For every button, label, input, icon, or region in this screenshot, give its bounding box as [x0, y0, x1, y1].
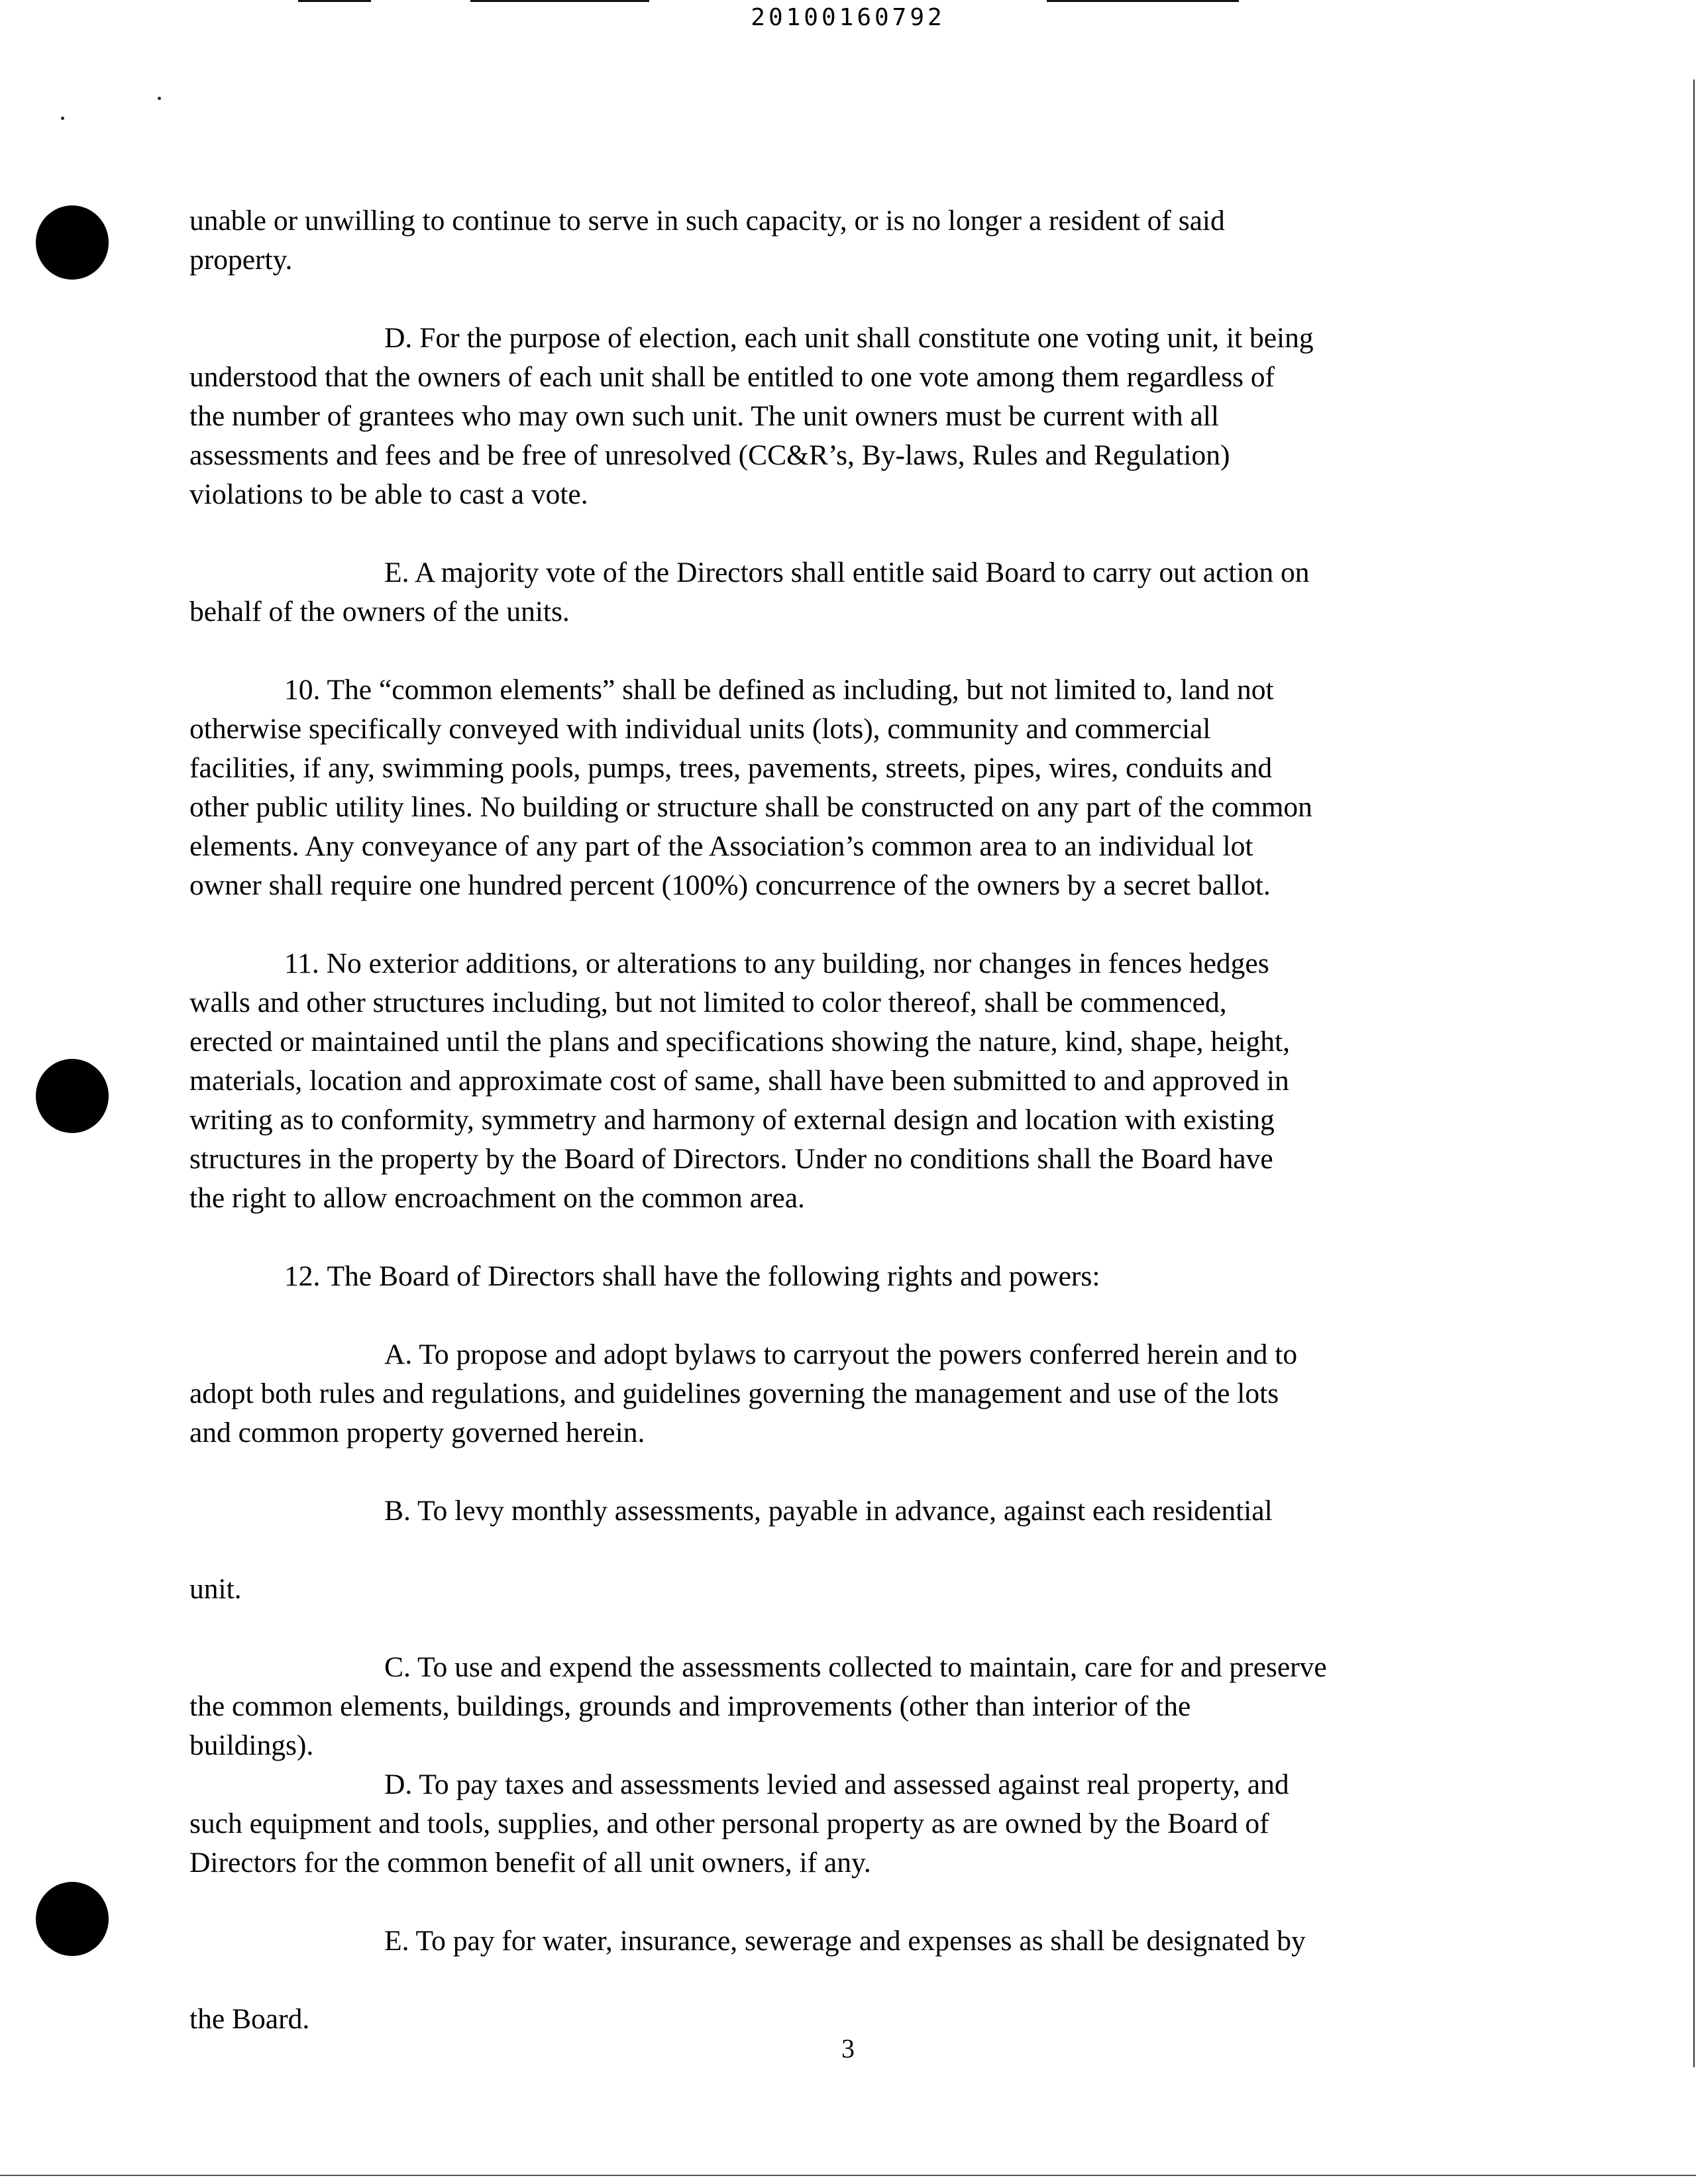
text-line: erected or maintained until the plans and specifications showing the nature, kind, shape, height,	[189, 1026, 1290, 1058]
text-line: understood that the owners of each unit shall be entitled to one vote among them regardless of	[189, 361, 1275, 393]
scan-line-top-right	[1047, 0, 1239, 2]
text-line: buildings).	[189, 1729, 314, 1761]
text-line: 11. No exterior additions, or alterations to any building, nor changes in fences hedges	[284, 948, 1269, 979]
text-line: 12. The Board of Directors shall have the following rights and powers:	[284, 1260, 1100, 1292]
text-line: D. For the purpose of election, each unit shall constitute one voting unit, it being	[384, 322, 1314, 354]
text-line: C. To use and expend the assessments collected to maintain, care for and preserve	[384, 1651, 1327, 1683]
text-line: walls and other structures including, but not limited to color thereof, shall be commenced,	[189, 987, 1227, 1018]
scan-line-bottom	[0, 2175, 1696, 2176]
text-line: behalf of the owners of the units.	[189, 596, 570, 628]
text-line: D. To pay taxes and assessments levied and assessed against real property, and	[384, 1769, 1289, 1800]
text-line: property.	[189, 244, 293, 276]
text-line: the right to allow encroachment on the common area.	[189, 1182, 805, 1214]
scan-speck	[61, 117, 64, 120]
text-line: other public utility lines. No building or structure shall be constructed on any part of the common	[189, 791, 1312, 823]
text-line: owner shall require one hundred percent (100%) concurrence of the owners by a secret ballot.	[189, 869, 1271, 901]
paragraph-gap	[189, 631, 1514, 671]
text-line: otherwise specifically conveyed with individual units (lots), community and commercial	[189, 713, 1211, 745]
paragraph-gap	[189, 1218, 1514, 1257]
text-line: violations to be able to cast a vote.	[189, 478, 588, 510]
text-line: materials, location and approximate cost of same, shall have been submitted to and approved in	[189, 1065, 1289, 1097]
text-line: B. To levy monthly assessments, payable in advance, against each residential	[384, 1495, 1273, 1527]
page-number: 3	[841, 2034, 855, 2063]
scan-line-top-center	[470, 0, 649, 2]
paragraph-gap	[189, 1609, 1514, 1648]
text-line: and common property governed herein.	[189, 1417, 645, 1448]
text-line: the number of grantees who may own such unit. The unit owners must be current with all	[189, 400, 1219, 432]
paragraph-gap	[189, 905, 1514, 944]
text-line: E. To pay for water, insurance, sewerage and expenses as shall be designated by	[384, 1925, 1306, 1957]
text-line: the common elements, buildings, grounds and improvements (other than interior of the	[189, 1690, 1191, 1722]
document-number: 20100160792	[751, 4, 945, 31]
paragraph-gap	[189, 280, 1514, 319]
scan-speck	[158, 97, 161, 100]
text-line: writing as to conformity, symmetry and harmony of external design and location with existing	[189, 1104, 1275, 1136]
text-line: A. To propose and adopt bylaws to carryout the powers conferred herein and to	[384, 1338, 1298, 1370]
text-line: such equipment and tools, supplies, and other personal property as are owned by the Board of	[189, 1808, 1269, 1839]
text-line: elements. Any conveyance of any part of the Association’s common area to an individual lot	[189, 830, 1253, 862]
paragraph-gap	[189, 1452, 1514, 1492]
punch-hole-middle	[36, 1059, 109, 1133]
text-line: 10. The “common elements” shall be defined as including, but not limited to, land not	[284, 674, 1274, 706]
document-body	[189, 201, 1514, 2039]
text-line: structures in the property by the Board of Directors. Under no conditions shall the Board have	[189, 1143, 1273, 1175]
text-line: E. A majority vote of the Directors shall entitle said Board to carry out action on	[384, 557, 1310, 588]
text-line: assessments and fees and be free of unresolved (CC&R’s, By-laws, Rules and Regulation)	[189, 439, 1230, 471]
text-line: unable or unwilling to continue to serve in such capacity, or is no longer a resident of said	[189, 205, 1225, 237]
text-line: adopt both rules and regulations, and guidelines governing the management and use of the lots	[189, 1378, 1279, 1409]
punch-hole-bottom	[36, 1882, 109, 1956]
text-line: Directors for the common benefit of all unit owners, if any.	[189, 1847, 871, 1879]
punch-hole-top	[36, 205, 109, 280]
scan-edge-right	[1693, 80, 1695, 2067]
text-line	[189, 1531, 1514, 1570]
paragraph-gap	[189, 1883, 1514, 1922]
paragraph-gap	[189, 514, 1514, 553]
paragraph-gap	[189, 1296, 1514, 1335]
text-line: facilities, if any, swimming pools, pumps, trees, pavements, streets, pipes, wires, conduits and	[189, 752, 1273, 784]
text-line: the Board.	[189, 2003, 310, 2035]
text-line: unit.	[189, 1573, 242, 1605]
scan-line-top-left	[298, 0, 371, 2]
text-line	[189, 1961, 1514, 2000]
